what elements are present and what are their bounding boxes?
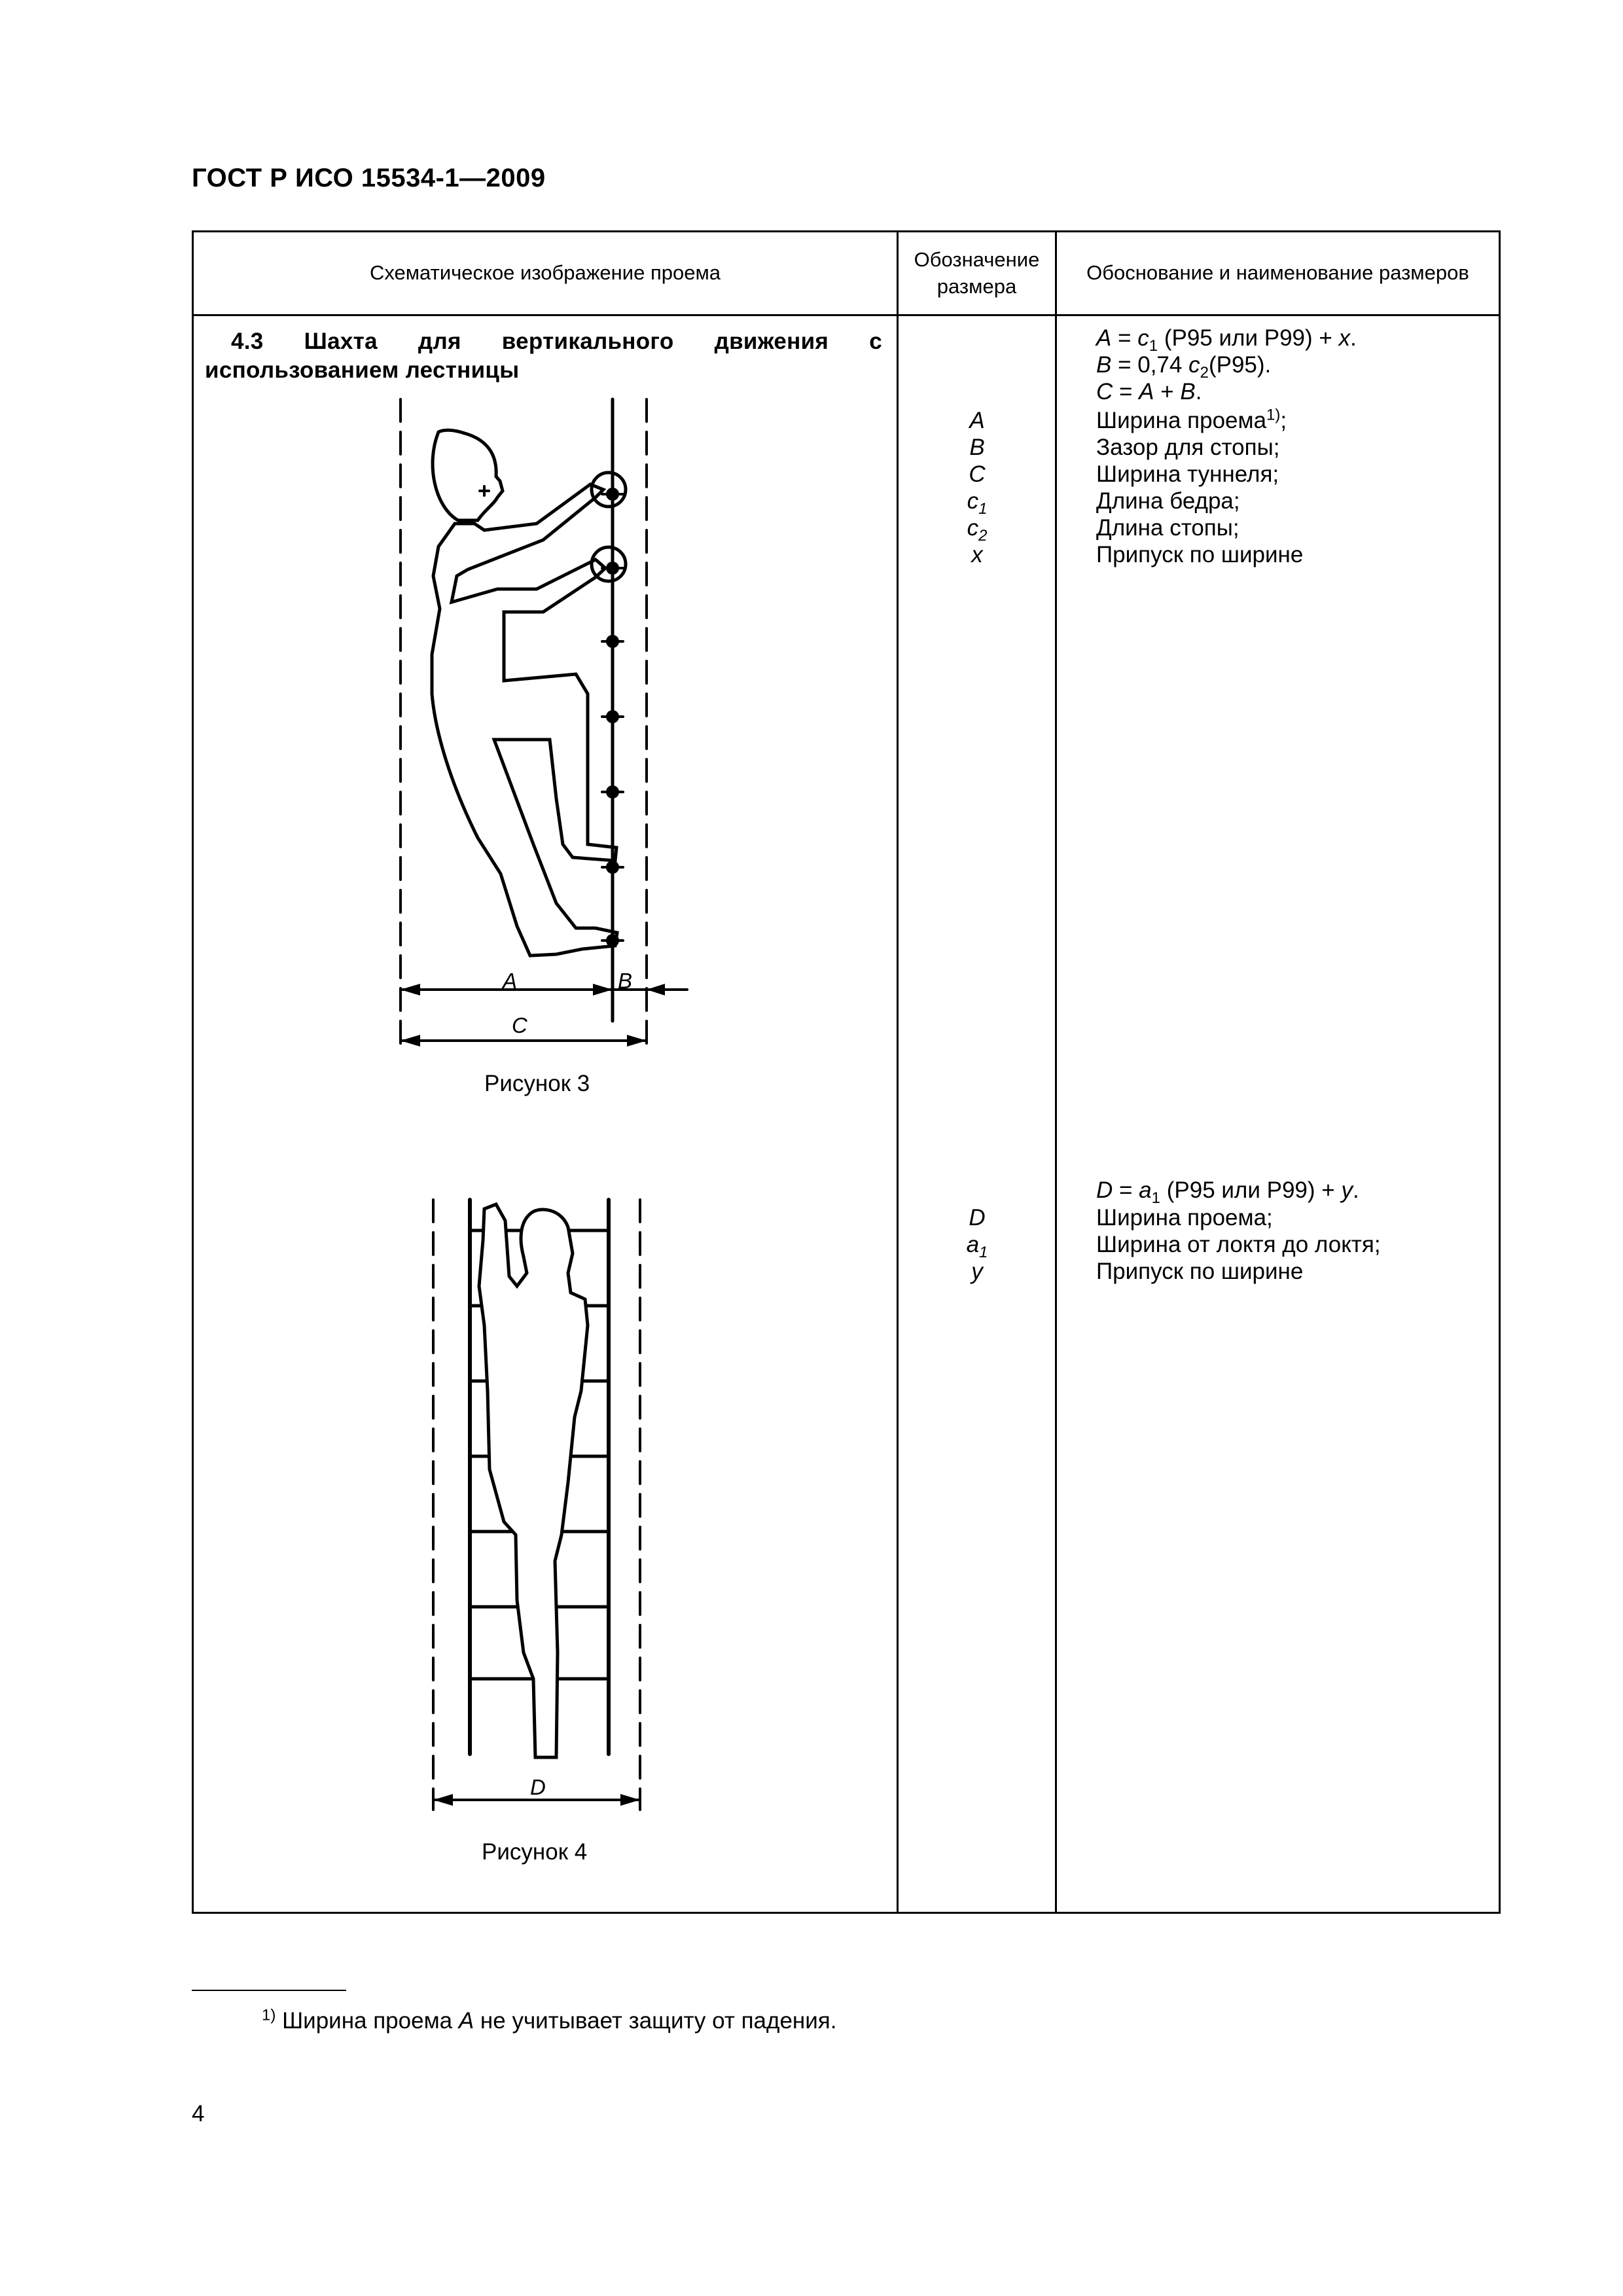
figure-4-caption: Рисунок 4 bbox=[482, 1839, 588, 1865]
symbol-item: $c_1$ bbox=[967, 488, 988, 518]
symbol-item: D bbox=[969, 1205, 986, 1230]
symbol-item: $c_2$ bbox=[967, 515, 988, 545]
document-header: ГОСТ Р ИСО 15534-1—2009 bbox=[192, 164, 546, 192]
description-item: Припуск по ширине bbox=[1096, 542, 1304, 567]
description-list-2 bbox=[1096, 1204, 1381, 1285]
header-divider bbox=[192, 314, 1501, 316]
dimension-label-a: A bbox=[503, 969, 518, 993]
symbol-item: C bbox=[969, 461, 986, 487]
description-item: Припуск по ширине bbox=[1096, 1259, 1304, 1284]
column-header-symbol: Обозначение размера bbox=[914, 248, 1040, 298]
symbol-item: y bbox=[971, 1259, 983, 1284]
symbol-list-1 bbox=[899, 407, 1056, 568]
dimension-label-b: B bbox=[618, 969, 633, 993]
symbol-item: B bbox=[969, 435, 985, 460]
symbol-item: $a_1$ bbox=[966, 1232, 988, 1261]
description-item: Длина бедра; bbox=[1096, 488, 1240, 514]
formula-b: B = 0,74 $c_2(Р95)$. bbox=[1096, 352, 1272, 382]
description-item: Ширина проема; bbox=[1096, 1205, 1273, 1230]
section-title: 4.3 Шахта для вертикального движения с использованием лестницы bbox=[205, 329, 882, 383]
formula-a: $A = c_1$ (Р95 или Р99) + x. bbox=[1096, 325, 1357, 355]
column-header-image: Схематическое изображение проема bbox=[369, 261, 721, 285]
description-item: Ширина туннеля; bbox=[1096, 461, 1279, 487]
description-list-1 bbox=[1096, 407, 1303, 568]
figure-3-caption: Рисунок 3 bbox=[484, 1071, 590, 1096]
dimension-label-c: C bbox=[512, 1013, 527, 1037]
description-item: Ширина проема$^{1)}$; bbox=[1096, 406, 1287, 433]
figure-3-ladder-side-view bbox=[380, 393, 694, 1060]
footnote: $^{1)}$ Ширина проема A не учитывает защиту от падения. bbox=[262, 2006, 837, 2034]
page-number: 4 bbox=[192, 2101, 205, 2126]
symbol-item: A bbox=[969, 408, 985, 433]
symbol-item: x bbox=[971, 542, 983, 567]
dimension-label-d: D bbox=[530, 1775, 546, 1799]
figure-4-ladder-rear-view bbox=[419, 1194, 654, 1823]
column-header-description: Обоснование и наименование размеров bbox=[1086, 261, 1469, 285]
symbol-list-2 bbox=[899, 1204, 1056, 1285]
description-item: Зазор для стопы; bbox=[1096, 435, 1280, 460]
footnote-separator bbox=[192, 1990, 346, 1991]
description-item: Ширина от локтя до локтя; bbox=[1096, 1232, 1381, 1257]
formula-c: C = A + B. bbox=[1096, 379, 1202, 404]
formula-d: $D = a_1$ (Р95 или Р99) + y. bbox=[1096, 1177, 1359, 1207]
description-item: Длина стопы; bbox=[1096, 515, 1240, 541]
